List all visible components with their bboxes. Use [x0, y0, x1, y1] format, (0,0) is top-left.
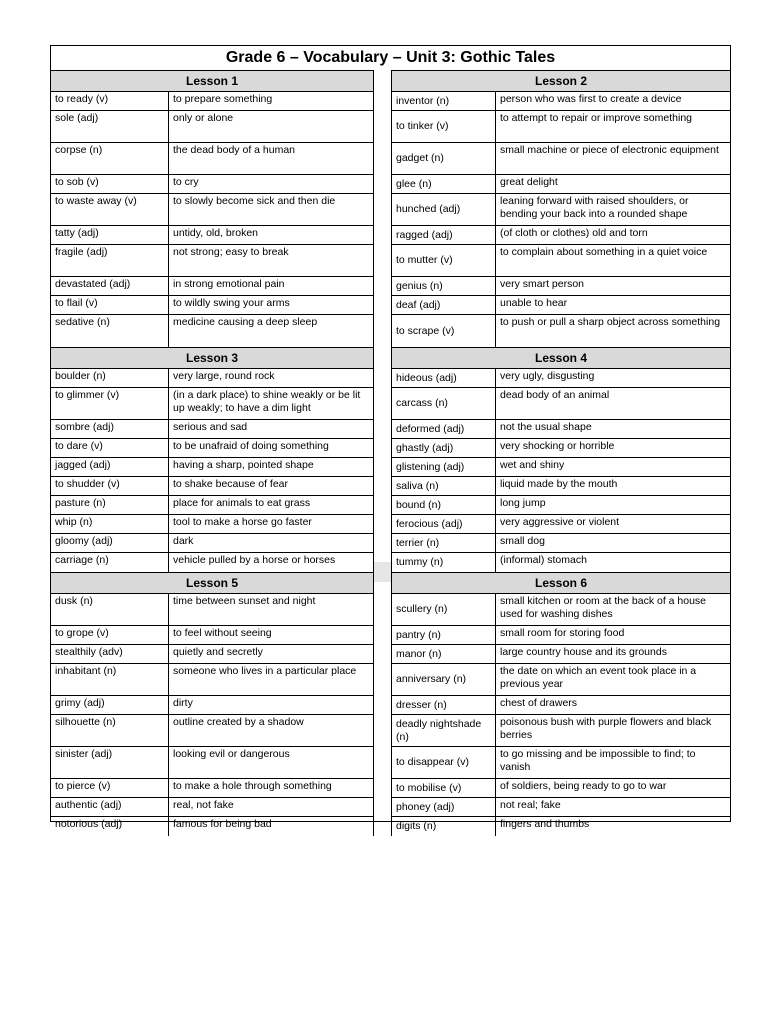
vocab-definition: small room for storing food — [500, 627, 625, 639]
vocab-definition: small dog — [500, 535, 545, 547]
vocab-row — [51, 277, 373, 296]
vocab-term: bound (n) — [392, 496, 496, 514]
vocab-definition: (informal) stomach — [500, 554, 587, 566]
vocab-row — [392, 626, 730, 645]
vocab-term: devastated (adj) — [51, 277, 169, 295]
vocab-definition: not real; fake — [500, 799, 561, 811]
lesson-4-table — [392, 347, 730, 572]
vocab-term: genius (n) — [392, 277, 496, 295]
vocab-definition: to shake because of fear — [173, 478, 288, 490]
vocab-definition: place for animals to eat grass — [173, 497, 311, 509]
vocab-definition: untidy, old, broken — [173, 227, 259, 239]
vocab-row — [51, 715, 373, 747]
vocab-row — [392, 143, 730, 175]
lesson-heading: Lesson 3 — [51, 348, 373, 369]
left-column — [51, 70, 374, 836]
vocab-row — [51, 645, 373, 664]
vocab-row — [51, 226, 373, 245]
vocab-term: glee (n) — [392, 175, 496, 193]
vocab-row — [392, 92, 730, 111]
lesson-6-table — [392, 572, 730, 836]
vocab-term: terrier (n) — [392, 534, 496, 552]
vocab-row — [51, 553, 373, 572]
vocab-term: sinister (adj) — [51, 747, 169, 778]
vocab-term: sole (adj) — [51, 111, 169, 142]
vocab-row — [51, 92, 373, 111]
vocab-row — [51, 664, 373, 696]
vocab-term: to disappear (v) — [392, 747, 496, 778]
vocab-row — [51, 388, 373, 420]
vocab-term: carriage (n) — [51, 553, 169, 572]
vocab-row — [392, 388, 730, 420]
vocab-term: gloomy (adj) — [51, 534, 169, 552]
vocab-term: stealthily (adv) — [51, 645, 169, 663]
vocab-row — [392, 515, 730, 534]
lesson-heading: Lesson 4 — [392, 348, 730, 369]
vocab-definition: to prepare something — [173, 93, 273, 105]
vocab-definition: quietly and secretly — [173, 646, 263, 658]
vocab-definition: dirty — [173, 697, 193, 709]
vocab-definition: very ugly, disgusting — [500, 370, 595, 382]
vocab-definition: liquid made by the mouth — [500, 478, 618, 490]
lesson-5-table — [51, 572, 373, 836]
vocab-row — [51, 594, 373, 626]
vocab-term: saliva (n) — [392, 477, 496, 495]
lesson-heading: Lesson 1 — [51, 71, 373, 92]
vocab-row — [51, 439, 373, 458]
page-title: Grade 6 – Vocabulary – Unit 3: Gothic Tales — [225, 49, 556, 66]
vocab-term: to mutter (v) — [392, 245, 496, 276]
lesson-heading: Lesson 2 — [392, 71, 730, 92]
vocab-row — [51, 747, 373, 779]
vocab-definition: (of cloth or clothes) old and torn — [500, 227, 648, 239]
vocab-term: tatty (adj) — [51, 226, 169, 244]
vocab-row — [392, 715, 730, 747]
vocab-definition: looking evil or dangerous — [173, 748, 290, 760]
vocab-definition: famous for being bad — [173, 818, 272, 830]
vocab-row — [392, 296, 730, 315]
vocab-term: to shudder (v) — [51, 477, 169, 495]
vocab-definition: very large, round rock — [173, 370, 275, 382]
vocab-definition: to wildly swing your arms — [173, 297, 290, 309]
vocab-row — [392, 817, 730, 836]
vocab-definition: tool to make a horse go faster — [173, 516, 312, 528]
vocab-row — [392, 315, 730, 347]
vocab-row — [392, 645, 730, 664]
vocabulary-sheet — [50, 45, 731, 832]
vocab-term: anniversary (n) — [392, 664, 496, 695]
vocab-definition: real, not fake — [173, 799, 234, 811]
vocab-row — [51, 369, 373, 388]
vocab-definition: large country house and its grounds — [500, 646, 667, 658]
vocab-definition: in strong emotional pain — [173, 278, 285, 290]
vocab-term: authentic (adj) — [51, 798, 169, 816]
vocab-row — [392, 245, 730, 277]
vocab-term: grimy (adj) — [51, 696, 169, 714]
vocab-definition: to feel without seeing — [173, 627, 272, 639]
vocab-term: sedative (n) — [51, 315, 169, 347]
vocab-definition: serious and sad — [173, 421, 248, 433]
lesson-2-table — [392, 70, 730, 347]
vocab-definition: person who was first to create a device — [500, 93, 682, 105]
vocab-term: to grope (v) — [51, 626, 169, 644]
vocab-row — [51, 515, 373, 534]
vocab-row — [392, 477, 730, 496]
vocab-row — [392, 496, 730, 515]
vocab-row — [51, 626, 373, 645]
column-gap — [374, 562, 391, 582]
vocab-term: silhouette (n) — [51, 715, 169, 746]
vocab-row — [392, 175, 730, 194]
vocab-definition: poisonous bush with purple flowers and black berries — [500, 716, 712, 741]
vocab-term: scullery (n) — [392, 594, 496, 625]
vocab-definition: dead body of an animal — [500, 389, 610, 401]
vocab-definition: to make a hole through something — [173, 780, 332, 792]
vocab-row — [51, 420, 373, 439]
vocab-row — [51, 477, 373, 496]
vocab-definition: the dead body of a human — [173, 144, 296, 156]
vocab-term: fragile (adj) — [51, 245, 169, 276]
vocab-term: notorious (adj) — [51, 817, 169, 836]
vocab-row — [392, 111, 730, 143]
vocab-row — [51, 245, 373, 277]
vocab-row — [51, 458, 373, 477]
vocab-definition: to slowly become sick and then die — [173, 195, 336, 207]
vocab-term: ragged (adj) — [392, 226, 496, 244]
vocab-term: gadget (n) — [392, 143, 496, 174]
vocab-definition: unable to hear — [500, 297, 568, 309]
vocab-term: to pierce (v) — [51, 779, 169, 797]
lesson-heading: Lesson 6 — [392, 573, 730, 594]
lesson-1-table — [51, 70, 373, 347]
vocab-definition: leaning forward with raised shoulders, or bending your back into a rounded shape — [500, 195, 689, 220]
vocab-term: dresser (n) — [392, 696, 496, 714]
vocab-term: to glimmer (v) — [51, 388, 169, 419]
vocab-row — [392, 194, 730, 226]
vocab-definition: medicine causing a deep sleep — [173, 316, 318, 328]
vocab-row — [51, 817, 373, 836]
vocab-term: tummy (n) — [392, 553, 496, 572]
vocab-definition: vehicle pulled by a horse or horses — [173, 554, 336, 566]
vocab-definition: (in a dark place) to shine weakly or be lit up weakly; to have a dim light — [173, 389, 361, 414]
vocab-term: hideous (adj) — [392, 369, 496, 387]
vocab-row — [51, 175, 373, 194]
vocab-definition: to complain about something in a quiet voice — [500, 246, 708, 258]
vocab-definition: small machine or piece of electronic equipment — [500, 144, 719, 156]
vocab-definition: time between sunset and night — [173, 595, 316, 607]
vocab-row — [392, 369, 730, 388]
vocab-definition: the date on which an event took place in a previous year — [500, 665, 697, 690]
vocab-definition: of soldiers, being ready to go to war — [500, 780, 667, 792]
vocab-row — [392, 458, 730, 477]
vocab-term: glistening (adj) — [392, 458, 496, 476]
vocab-definition: to be unafraid of doing something — [173, 440, 329, 452]
vocab-term: to scrape (v) — [392, 315, 496, 347]
vocab-row — [51, 779, 373, 798]
lesson-heading: Lesson 5 — [51, 573, 373, 594]
vocab-term: deformed (adj) — [392, 420, 496, 438]
vocab-definition: to go missing and be impossible to find; to vanish — [500, 748, 696, 773]
vocab-row — [51, 496, 373, 515]
vocab-definition: having a sharp, pointed shape — [173, 459, 314, 471]
vocab-term: to tinker (v) — [392, 111, 496, 142]
vocab-term: boulder (n) — [51, 369, 169, 387]
vocab-term: to ready (v) — [51, 92, 169, 110]
vocab-term: to flail (v) — [51, 296, 169, 314]
vocab-definition: outline created by a shadow — [173, 716, 304, 728]
vocab-row — [392, 664, 730, 696]
vocab-definition: only or alone — [173, 112, 234, 124]
vocab-row — [392, 779, 730, 798]
vocab-term: deadly nightshade (n) — [392, 715, 496, 746]
vocab-definition: someone who lives in a particular place — [173, 665, 357, 677]
vocab-definition: great delight — [500, 176, 558, 188]
vocab-row — [392, 439, 730, 458]
vocab-row — [51, 194, 373, 226]
vocab-term: pantry (n) — [392, 626, 496, 644]
vocab-row — [392, 696, 730, 715]
vocab-row — [392, 747, 730, 779]
vocab-row — [392, 594, 730, 626]
vocab-term: inventor (n) — [392, 92, 496, 110]
vocab-definition: small kitchen or room at the back of a house used for washing dishes — [500, 595, 707, 620]
vocab-term: inhabitant (n) — [51, 664, 169, 695]
vocab-definition: very smart person — [500, 278, 585, 290]
vocab-term: to waste away (v) — [51, 194, 169, 225]
vocab-term: manor (n) — [392, 645, 496, 663]
vocab-definition: not strong; easy to break — [173, 246, 289, 258]
vocab-term: to mobilise (v) — [392, 779, 496, 797]
vocab-row — [51, 315, 373, 347]
vocab-term: sombre (adj) — [51, 420, 169, 438]
vocab-definition: to push or pull a sharp object across something — [500, 316, 721, 328]
lesson-3-table — [51, 347, 373, 572]
right-column — [391, 70, 730, 836]
vocab-definition: chest of drawers — [500, 697, 578, 709]
vocab-term: digits (n) — [392, 817, 496, 836]
vocab-row — [51, 143, 373, 175]
vocab-definition: fingers and thumbs — [500, 818, 590, 830]
vocab-term: to sob (v) — [51, 175, 169, 193]
vocab-term: whip (n) — [51, 515, 169, 533]
vocab-term: pasture (n) — [51, 496, 169, 514]
vocab-row — [392, 534, 730, 553]
vocab-term: ferocious (adj) — [392, 515, 496, 533]
vocab-row — [392, 277, 730, 296]
vocab-row — [51, 296, 373, 315]
vocab-term: corpse (n) — [51, 143, 169, 174]
vocab-row — [392, 553, 730, 572]
vocab-term: jagged (adj) — [51, 458, 169, 476]
vocab-definition: wet and shiny — [500, 459, 565, 471]
vocab-term: dusk (n) — [51, 594, 169, 625]
vocab-term: phoney (adj) — [392, 798, 496, 816]
vocab-definition: very shocking or horrible — [500, 440, 615, 452]
vocab-term: deaf (adj) — [392, 296, 496, 314]
vocab-row — [392, 226, 730, 245]
vocab-definition: not the usual shape — [500, 421, 592, 433]
vocab-row — [51, 534, 373, 553]
vocab-term: hunched (adj) — [392, 194, 496, 225]
vocab-definition: to attempt to repair or improve something — [500, 112, 693, 124]
vocab-row — [51, 798, 373, 817]
vocab-term: carcass (n) — [392, 388, 496, 419]
vocab-row — [392, 420, 730, 439]
vocab-row — [51, 696, 373, 715]
vocab-row — [392, 798, 730, 817]
vocab-definition: to cry — [173, 176, 199, 188]
vocab-definition: very aggressive or violent — [500, 516, 620, 528]
vocab-term: ghastly (adj) — [392, 439, 496, 457]
vocab-term: to dare (v) — [51, 439, 169, 457]
vocab-definition: dark — [173, 535, 194, 547]
vocab-definition: long jump — [500, 497, 546, 509]
vocab-row — [51, 111, 373, 143]
